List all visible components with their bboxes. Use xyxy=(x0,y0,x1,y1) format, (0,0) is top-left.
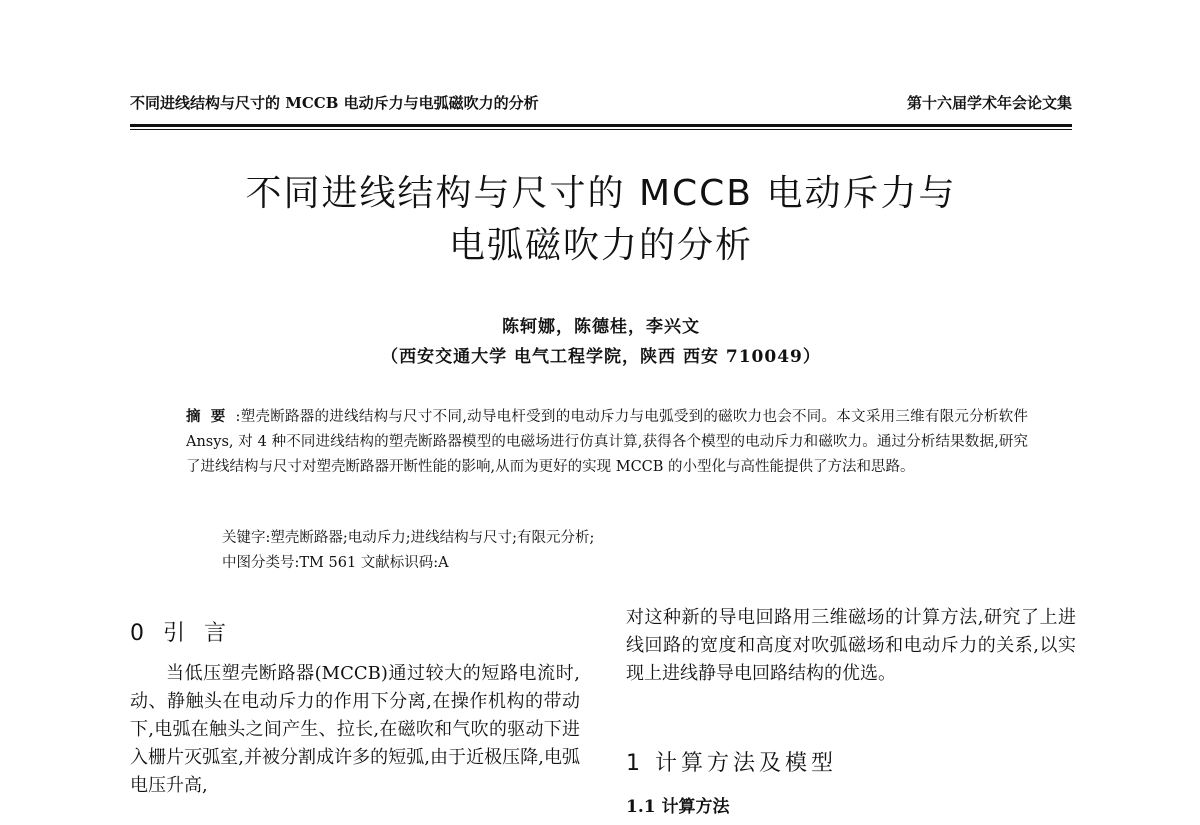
paper-title xyxy=(130,168,1072,272)
running-header-proceedings: 第十六届学术年会论文集 xyxy=(906,94,1072,112)
abstract-text: :塑壳断路器的进线结构与尺寸不同,动导电杆受到的电动斥力与电弧受到的磁吹力也会不同。本文采用三维有限元分析软件 Ansys, 对 4 种不同进线结构的塑壳断路器模型的电磁场进行仿真计算,获得各个模型的电动斥力和磁吹力。通过分析结果数据,研究了进线结构与尺寸对塑壳断路器开断性能的影响,从而为更好的实现 MCCB 的小型化与高性能提供了方法和思路。 xyxy=(186,409,1029,475)
section-heading-method: 1 计算方法及模型 xyxy=(626,751,837,776)
abstract xyxy=(186,404,1028,480)
paper-title-line-2: 电弧磁吹力的分析 xyxy=(448,225,753,266)
paper-title-line-1: 不同进线结构与尺寸的 MCCB 电动斥力与 xyxy=(245,173,957,214)
classification: 中图分类号:TM 561 文献标识码:A xyxy=(222,555,449,571)
intro-paragraph: 当低压塑壳断路器(MCCB)通过较大的短路电流时,动、静触头在电动斥力的作用下分离,在操作机构的带动下,电弧在触头之间产生、拉长,在磁吹和气吹的驱动下进入栅片灭弧室,并被分割成许多的短弧,由于近极压降,电弧电压升高, xyxy=(130,663,580,796)
keywords: 关键字:塑壳断路器;电动斥力;进线结构与尺寸;有限元分析; xyxy=(222,530,595,546)
authors: 陈轲娜，陈德桂，李兴文 xyxy=(502,317,700,337)
header-rule-thin xyxy=(130,129,1072,130)
header-rule-thick xyxy=(130,124,1072,127)
body-column-right xyxy=(626,604,1076,688)
affiliation: （西安交通大学 电气工程学院，陕西 西安 710049） xyxy=(381,347,821,367)
intro-paragraph-continued: 对这种新的导电回路用三维磁场的计算方法,研究了上进线回路的宽度和高度对吹弧磁场和电动斥力的关系,以实现上进线静导电回路结构的优选。 xyxy=(626,607,1076,684)
running-header xyxy=(130,92,1072,114)
section-heading-intro: 0 引 言 xyxy=(130,621,232,646)
body-column-left xyxy=(130,660,580,800)
abstract-label: 摘要 xyxy=(186,408,236,425)
running-header-title: 不同进线结构与尺寸的 MCCB 电动斥力与电弧磁吹力的分析 xyxy=(130,94,539,112)
subsection-heading-method: 1.1 计算方法 xyxy=(626,797,730,817)
